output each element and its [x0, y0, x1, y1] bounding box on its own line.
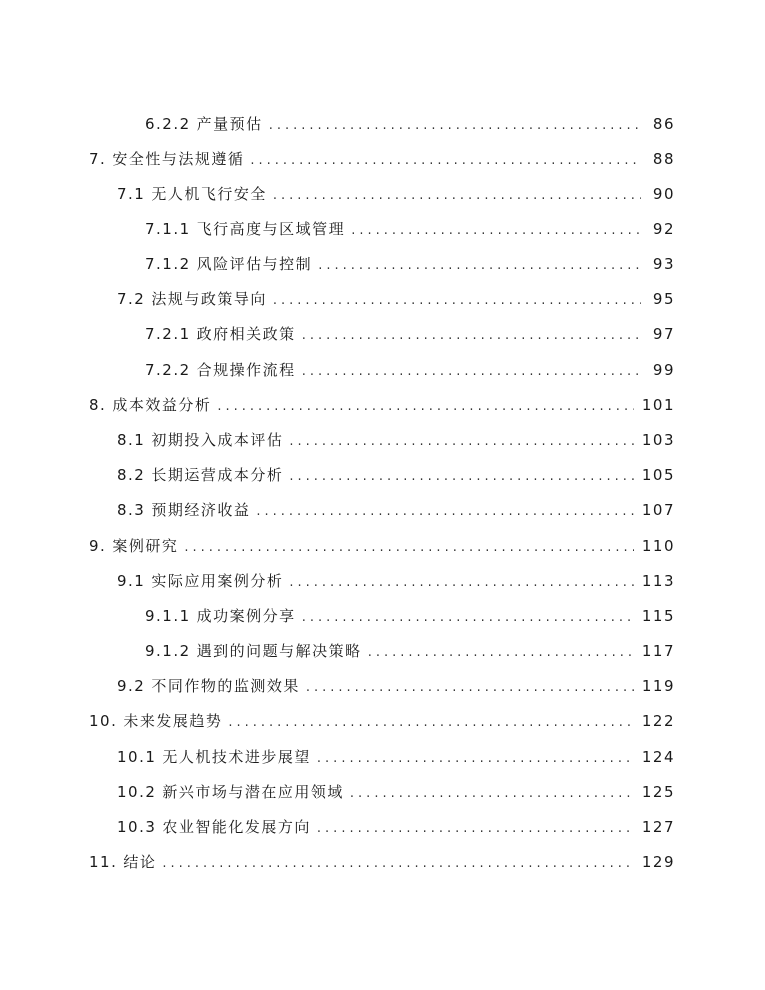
toc-dot-leader	[289, 432, 633, 452]
toc-entry-title: 遇到的问题与解决策略	[196, 642, 362, 660]
toc-entry-number: 8.3	[117, 501, 146, 519]
toc-entry-page: 103	[641, 431, 675, 449]
toc-entry-title: 不同作物的监测效果	[151, 677, 300, 695]
toc-entry-number: 7.2.2	[145, 361, 191, 379]
toc-entry-title: 政府相关政策	[196, 325, 296, 343]
toc-entry-7-2-2[interactable]	[145, 360, 675, 382]
toc-entry-9[interactable]	[89, 536, 675, 558]
toc-dot-leader	[302, 326, 641, 346]
toc-entry-title: 未来发展趋势	[123, 712, 223, 730]
toc-entry-page: 127	[641, 818, 675, 836]
toc-entry-7-1-1[interactable]	[145, 219, 675, 241]
toc-entry-page: 129	[641, 853, 675, 871]
toc-entry-number: 6.2.2	[145, 115, 191, 133]
toc-entry-page: 97	[652, 325, 675, 343]
toc-entry-number: 7.2.1	[145, 325, 191, 343]
toc-dot-leader	[289, 573, 633, 593]
toc-entry-9-2[interactable]	[117, 676, 675, 698]
toc-entry-title: 飞行高度与区域管理	[196, 220, 346, 238]
toc-entry-page: 90	[652, 185, 675, 203]
toc-entry-10[interactable]	[89, 711, 675, 733]
toc-entry-page: 95	[652, 290, 675, 308]
toc-dot-leader	[184, 538, 634, 558]
toc-entry-8-3[interactable]	[117, 500, 675, 522]
toc-entry-number: 7.1	[117, 185, 146, 203]
toc-entry-page: 105	[641, 466, 675, 484]
toc-entry-title: 实际应用案例分析	[151, 572, 284, 590]
toc-entry-number: 10.1	[117, 748, 157, 766]
toc-entry-7-1[interactable]	[117, 184, 675, 206]
toc-entry-page: 113	[641, 572, 675, 590]
toc-entry-page: 119	[641, 677, 675, 695]
toc-entry-page: 110	[641, 537, 675, 555]
toc-dot-leader	[317, 819, 634, 839]
toc-dot-leader	[350, 784, 634, 804]
toc-entry-number: 10.2	[117, 783, 157, 801]
toc-entry-7[interactable]	[89, 149, 675, 171]
toc-entry-title: 合规操作流程	[196, 361, 296, 379]
toc-dot-leader	[256, 502, 633, 522]
toc-dot-leader	[368, 643, 634, 663]
toc-entry-number: 9.2	[117, 677, 146, 695]
toc-entry-title: 成功案例分享	[196, 607, 296, 625]
toc-entry-number: 8.1	[117, 431, 146, 449]
toc-entry-6-2-2[interactable]	[145, 114, 675, 136]
toc-entry-7-2-1[interactable]	[145, 324, 675, 346]
toc-dot-leader	[351, 221, 641, 241]
toc-entry-page: 117	[641, 642, 675, 660]
toc-entry-8-2[interactable]	[117, 465, 675, 487]
toc-entry-title: 初期投入成本评估	[151, 431, 284, 449]
toc-entry-number: 7.	[89, 150, 107, 168]
toc-dot-leader	[289, 467, 633, 487]
toc-entry-title: 案例研究	[112, 537, 179, 555]
toc-entry-8-1[interactable]	[117, 430, 675, 452]
toc-entry-number: 7.1.2	[145, 255, 191, 273]
toc-dot-leader	[302, 362, 641, 382]
toc-entry-title: 结论	[123, 853, 157, 871]
toc-entry-number: 7.2	[117, 290, 146, 308]
toc-dot-leader	[318, 256, 641, 276]
toc-entry-page: 93	[652, 255, 675, 273]
toc-entry-page: 99	[652, 361, 675, 379]
toc-entry-number: 8.2	[117, 466, 146, 484]
toc-entry-title: 无人机飞行安全	[151, 185, 267, 203]
toc-entry-page: 125	[641, 783, 675, 801]
toc-entry-10-1[interactable]	[117, 747, 675, 769]
toc-dot-leader	[162, 854, 633, 874]
toc-entry-title: 安全性与法规遵循	[112, 150, 245, 168]
toc-entry-9-1-1[interactable]	[145, 606, 675, 628]
toc-entry-number: 9.1.1	[145, 607, 191, 625]
toc-entry-11[interactable]	[89, 852, 675, 874]
toc-entry-title: 农业智能化发展方向	[162, 818, 311, 836]
toc-entry-page: 115	[641, 607, 675, 625]
toc-dot-leader	[317, 749, 634, 769]
toc-entry-9-1-2[interactable]	[145, 641, 675, 663]
toc-dot-leader	[273, 186, 641, 206]
toc-entry-number: 8.	[89, 396, 107, 414]
toc-dot-leader	[217, 397, 634, 417]
toc-entry-7-1-2[interactable]	[145, 254, 675, 276]
toc-dot-leader	[273, 291, 641, 311]
toc-entry-page: 101	[641, 396, 675, 414]
toc-entry-page: 107	[641, 501, 675, 519]
toc-entry-title: 风险评估与控制	[196, 255, 313, 273]
toc-entry-title: 新兴市场与潜在应用领域	[162, 783, 344, 801]
toc-entry-9-1[interactable]	[117, 571, 675, 593]
toc-entry-title: 长期运营成本分析	[151, 466, 284, 484]
toc-entry-title: 预期经济收益	[151, 501, 251, 519]
toc-entry-number: 10.	[89, 712, 118, 730]
toc-entry-title: 无人机技术进步展望	[162, 748, 311, 766]
toc-entry-title: 成本效益分析	[112, 396, 212, 414]
toc-entry-title: 法规与政策导向	[151, 290, 267, 308]
toc-entry-number: 9.	[89, 537, 107, 555]
toc-dot-leader	[306, 678, 634, 698]
toc-dot-leader	[250, 151, 641, 171]
toc-dot-leader	[269, 116, 641, 136]
toc-dot-leader	[228, 713, 633, 733]
toc-entry-title: 产量预估	[196, 115, 263, 133]
toc-entry-page: 92	[652, 220, 675, 238]
toc-entry-8[interactable]	[89, 395, 675, 417]
toc-entry-page: 88	[652, 150, 675, 168]
toc-entry-number: 7.1.1	[145, 220, 191, 238]
toc-entry-number: 9.1.2	[145, 642, 191, 660]
toc-entry-7-2[interactable]	[117, 289, 675, 311]
toc-entry-page: 86	[652, 115, 675, 133]
toc-entry-page: 124	[641, 748, 675, 766]
toc-entry-page: 122	[641, 712, 675, 730]
toc-entry-number: 9.1	[117, 572, 146, 590]
toc-entry-10-2[interactable]	[117, 782, 675, 804]
toc-entry-10-3[interactable]	[117, 817, 675, 839]
toc-entry-number: 10.3	[117, 818, 157, 836]
toc-dot-leader	[302, 608, 634, 628]
toc-entry-number: 11.	[89, 853, 118, 871]
